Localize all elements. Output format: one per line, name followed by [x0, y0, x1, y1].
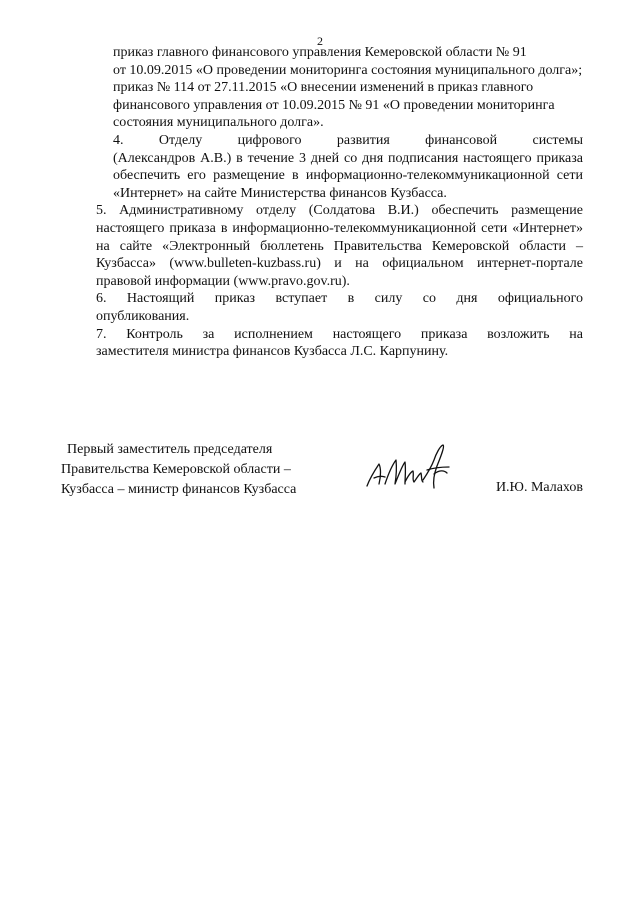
text-line: заместителя министра финансов Кузбасса Л.С. Карпунину.	[96, 344, 449, 360]
signatory-title-line: Правительства Кемеровской области –	[61, 462, 291, 477]
paragraph-order-91	[61, 44, 583, 79]
text-line: Кузбасса» (www.bulleten-kuzbass.ru) и на официальном интернет-портале	[96, 256, 583, 272]
paragraph-item-4	[61, 132, 583, 202]
text-line: на сайте «Электронный бюллетень Правительства Кемеровской области –	[96, 238, 583, 254]
document-body	[61, 44, 583, 361]
paragraph-item-6	[61, 290, 583, 325]
text-line: обеспечить его размещение в информационно-телекоммуникационной сети	[113, 168, 583, 184]
page-number: 2	[317, 34, 323, 48]
text-line: приказ главного финансового управления Кемеровской области № 91	[113, 45, 527, 60]
signature-block	[61, 440, 583, 510]
signatory-title-line: Кузбасса – министр финансов Кузбасса	[61, 482, 297, 497]
text-line: состояния муниципального долга».	[113, 115, 324, 131]
text-line: от 10.09.2015 «О проведении мониторинга состояния муниципального долга»;	[113, 62, 583, 78]
text-line: финансового управления от 10.09.2015 № 91 «О проведении мониторинга	[113, 97, 555, 113]
handwritten-signature	[361, 440, 461, 492]
text-line: 6. Настоящий приказ вступает в силу со дня официального	[96, 291, 583, 307]
text-line: приказ № 114 от 27.11.2015 «О внесении изменений в приказ главного	[113, 80, 534, 96]
text-line: 7. Контроль за исполнением настоящего приказа возложить на	[96, 326, 583, 342]
signatory-title-line: Первый заместитель председателя	[67, 442, 273, 457]
text-line: правовой информации (www.pravo.gov.ru).	[96, 273, 350, 289]
paragraph-item-7	[61, 326, 583, 361]
text-line: настоящего приказа в информационно-телекоммуникационной сети «Интернет»	[96, 220, 583, 236]
paragraph-order-114	[61, 79, 583, 132]
text-line: 5. Административному отделу (Солдатова В.И.) обеспечить размещение	[96, 203, 583, 219]
signatory-name: И.Ю. Малахов	[495, 480, 583, 495]
text-line: (Александров А.В.) в течение 3 дней со дня подписания настоящего приказа	[113, 150, 583, 166]
signatory-title	[61, 440, 341, 500]
text-line: 4. Отделу цифрового развития финансовой системы	[113, 132, 583, 148]
paragraph-item-5	[61, 202, 583, 290]
text-line: «Интернет» на сайте Министерства финансов Кузбасса.	[113, 185, 447, 201]
text-line: опубликования.	[96, 308, 190, 324]
